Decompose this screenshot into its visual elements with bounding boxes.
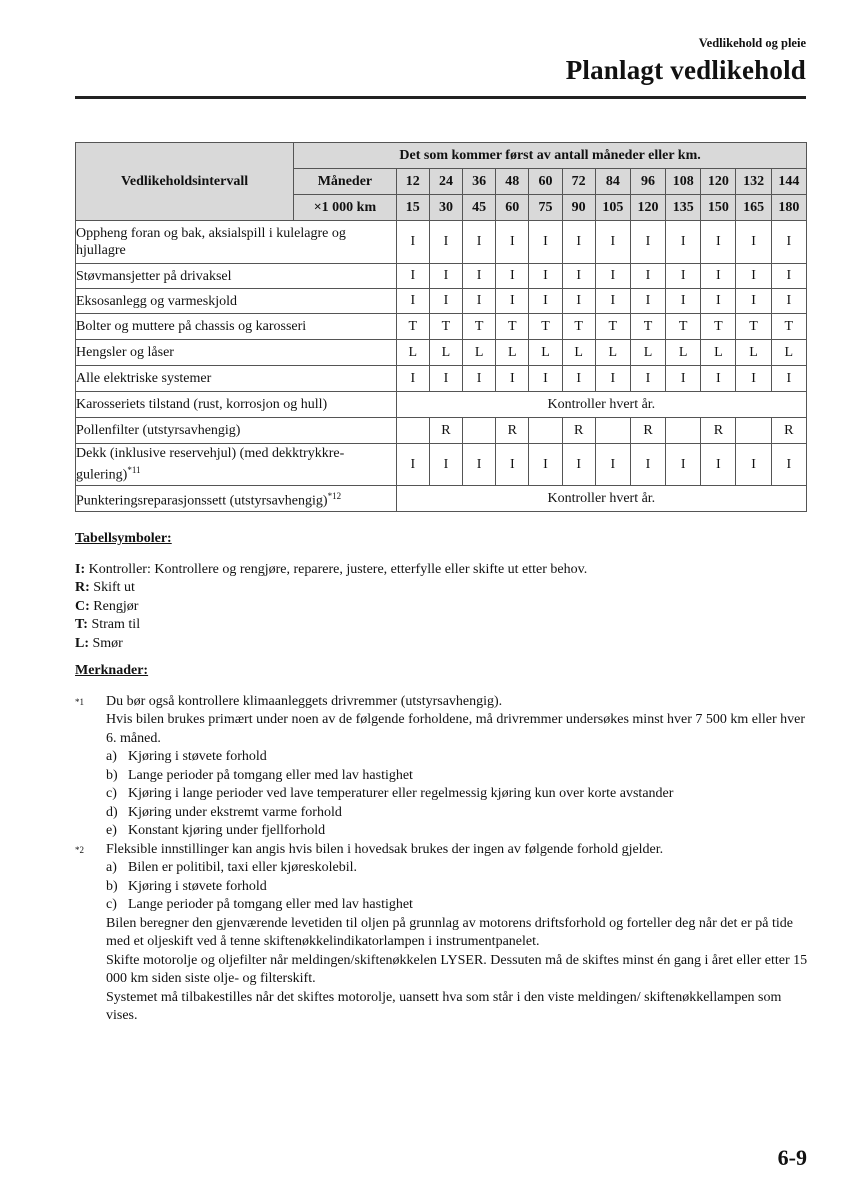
- table-cell: [595, 418, 630, 444]
- km-header: 45: [463, 195, 496, 221]
- table-cell: T: [771, 314, 806, 340]
- row-label: Hengsler og låser: [76, 340, 397, 366]
- km-header: 90: [562, 195, 595, 221]
- table-cell: I: [429, 366, 462, 392]
- table-cell: L: [562, 340, 595, 366]
- table-cell: T: [562, 314, 595, 340]
- table-cell: I: [736, 444, 771, 486]
- table-cell: I: [736, 289, 771, 314]
- symbol-item: I: Kontroller: Kontrollere og rengjøre, reparere, justere, etterfylle eller skifte ut etter behov.: [75, 561, 588, 577]
- note-2-mark: *2: [75, 844, 84, 855]
- table-cell: I: [396, 289, 429, 314]
- month-header: 36: [463, 169, 496, 195]
- table-cell: I: [496, 366, 529, 392]
- table-cell: [529, 418, 562, 444]
- table-cell: I: [496, 444, 529, 486]
- table-cell: I: [666, 366, 701, 392]
- table-row: [76, 392, 807, 418]
- table-cell: I: [701, 444, 736, 486]
- km-header: 120: [630, 195, 665, 221]
- table-row: [76, 366, 807, 392]
- table-cell: L: [736, 340, 771, 366]
- note-2-paragraph: Systemet må tilbakestilles når det skiftes motorolje, uansett hva som står i den viste meldingen/ skiftenøkkellampen som vises.: [106, 989, 782, 1023]
- km-header: 75: [529, 195, 562, 221]
- table-cell: I: [701, 289, 736, 314]
- table-cell: I: [429, 264, 462, 289]
- table-row: [76, 340, 807, 366]
- table-cell: I: [666, 264, 701, 289]
- table-cell: I: [463, 444, 496, 486]
- table-cell: I: [429, 221, 462, 264]
- table-cell: I: [496, 221, 529, 264]
- note-list-item: a) Bilen er politibil, taxi eller kjøreskolebil.: [106, 860, 358, 875]
- table-cell: I: [666, 289, 701, 314]
- km-header: 105: [595, 195, 630, 221]
- table-cell: I: [396, 444, 429, 486]
- table-cell: I: [396, 264, 429, 289]
- table-cell: T: [666, 314, 701, 340]
- note-2-paragraph: Bilen beregner den gjenværende levetiden til oljen på grunnlag av motorens driftsforhold og forteller deg når det er på tide med et oljeskift ved å tenne skiftenøkkelindikatorlampen i instrumentpanelet.: [106, 915, 793, 949]
- table-cell: I: [701, 221, 736, 264]
- table-cell: I: [529, 366, 562, 392]
- table-cell: I: [630, 221, 665, 264]
- note-1-mark: *1: [75, 696, 84, 707]
- month-header: 84: [595, 169, 630, 195]
- table-row: [76, 486, 807, 512]
- table-cell: T: [701, 314, 736, 340]
- month-header: 48: [496, 169, 529, 195]
- table-cell: I: [463, 264, 496, 289]
- table-cell: L: [396, 340, 429, 366]
- table-row: [76, 418, 807, 444]
- page-header: [566, 36, 806, 86]
- table-cell: L: [771, 340, 806, 366]
- note-1: [75, 693, 810, 841]
- table-cell: I: [771, 264, 806, 289]
- table-cell: I: [463, 221, 496, 264]
- table-cell: I: [630, 264, 665, 289]
- table-cell: I: [396, 221, 429, 264]
- month-header: 108: [666, 169, 701, 195]
- table-row: [76, 289, 807, 314]
- note-list-item: b) Kjøring i støvete forhold: [106, 878, 267, 894]
- table-cell: T: [496, 314, 529, 340]
- table-cell: T: [463, 314, 496, 340]
- table-cell: I: [595, 264, 630, 289]
- table-cell: [463, 418, 496, 444]
- table-cell: I: [529, 264, 562, 289]
- section-title: Vedlikehold og pleie: [698, 36, 806, 50]
- table-cell: I: [666, 444, 701, 486]
- table-cell: I: [429, 289, 462, 314]
- symbols-list: [75, 561, 810, 654]
- table-cell: T: [595, 314, 630, 340]
- table-cell: L: [463, 340, 496, 366]
- km-header: 180: [771, 195, 806, 221]
- km-header: 165: [736, 195, 771, 221]
- table-cell: I: [562, 221, 595, 264]
- table-cell: L: [529, 340, 562, 366]
- table-cell: I: [771, 221, 806, 264]
- symbol-item: C: Rengjør: [75, 598, 139, 614]
- km-header: 60: [496, 195, 529, 221]
- row-label: Oppheng foran og bak, aksialspill i kulelagre og hjullagre: [76, 221, 397, 264]
- table-cell: I: [701, 264, 736, 289]
- table-row: [76, 314, 807, 340]
- table-cell: T: [736, 314, 771, 340]
- footnote-ref: *12: [327, 490, 342, 501]
- table-cell: L: [595, 340, 630, 366]
- table-cell: R: [630, 418, 665, 444]
- row-label: Dekk (inklusive reservehjul) (med dekktrykkre-gulering)$^{*11}$: [76, 444, 397, 486]
- table-cell: I: [562, 289, 595, 314]
- notes-heading: Merknader:: [75, 663, 149, 678]
- table-cell: I: [701, 366, 736, 392]
- table-cell: I: [396, 366, 429, 392]
- table-cell: R: [496, 418, 529, 444]
- maintenance-table: [75, 142, 807, 512]
- table-cell: I: [736, 264, 771, 289]
- km-header: 150: [701, 195, 736, 221]
- notes-area: [75, 530, 810, 1026]
- table-cell: L: [496, 340, 529, 366]
- row-label: Bolter og muttere på chassis og karosseri: [76, 314, 397, 340]
- note-list-item: a) Kjøring i støvete forhold: [106, 749, 267, 764]
- table-cell: T: [396, 314, 429, 340]
- symbols-heading: Tabellsymboler:: [75, 531, 172, 546]
- row-label: Pollenfilter (utstyrsavhengig): [76, 418, 397, 444]
- interval-header: Vedlikeholdsintervall: [76, 143, 294, 221]
- table-cell: L: [630, 340, 665, 366]
- table-cell: R: [429, 418, 462, 444]
- note-list-item: d) Kjøring under ekstremt varme forhold: [106, 804, 342, 820]
- row-label: Karosseriets tilstand (rust, korrosjon og hull): [76, 392, 397, 418]
- note-list-item: e) Konstant kjøring under fjellforhold: [106, 823, 326, 838]
- table-cell: I: [595, 221, 630, 264]
- row-label: Punkteringsreparasjonssett (utstyrsavhengig)$^{*12}$: [76, 486, 397, 512]
- note-1-intro: Du bør også kontrollere klimaanleggets drivremmer (utstyrsavhengig).: [106, 693, 503, 709]
- header-rule: [75, 96, 806, 99]
- table-cell: I: [429, 444, 462, 486]
- table-cell: [666, 418, 701, 444]
- table-cell: R: [701, 418, 736, 444]
- page-title: Planlagt vedlikehold: [565, 55, 806, 85]
- table-cell: I: [529, 221, 562, 264]
- symbol-item: L: Smør: [75, 635, 123, 651]
- table-cell: I: [630, 366, 665, 392]
- symbol-item: T: Stram til: [75, 617, 141, 632]
- month-header: 144: [771, 169, 806, 195]
- table-cell: I: [736, 221, 771, 264]
- month-header: 60: [529, 169, 562, 195]
- table-row: [76, 264, 807, 289]
- km-label: ×1 000 km: [294, 195, 397, 221]
- table-cell: I: [562, 264, 595, 289]
- table-cell: R: [562, 418, 595, 444]
- table-cell: [736, 418, 771, 444]
- table-cell: [396, 418, 429, 444]
- table-cell: I: [771, 366, 806, 392]
- group-header: Det som kommer først av antall måneder eller km.: [294, 143, 807, 169]
- symbol-item: R: Skift ut: [75, 580, 135, 595]
- span-cell: Kontroller hvert år.: [396, 486, 806, 512]
- table-cell: I: [463, 366, 496, 392]
- table-cell: I: [771, 289, 806, 314]
- note-list-item: c) Kjøring i lange perioder ved lave temperaturer eller regelmessig kjøring kun over korte avstander: [106, 786, 674, 801]
- row-label: Alle elektriske systemer: [76, 366, 397, 392]
- note-2-intro: Fleksible innstillinger kan angis hvis bilen i hovedsak brukes der ingen av følgende forhold gjelder.: [106, 841, 664, 857]
- table-row: [76, 444, 807, 486]
- note-2-paragraph: Skifte motorolje og oljefilter når meldingen/skiftenøkkelen LYSER. Dessuten må de skiftes minst én gang i året eller etter 15 000 km siden siste olje- og filterskift.: [106, 952, 808, 986]
- table-cell: I: [562, 444, 595, 486]
- month-header: 96: [630, 169, 665, 195]
- table-cell: L: [429, 340, 462, 366]
- table-cell: I: [496, 289, 529, 314]
- note-1-text: Hvis bilen brukes primært under noen av de følgende forholdene, må drivremmer undersøkes minst hver 7 500 km eller hver 6. måned.: [106, 712, 806, 746]
- table-cell: I: [529, 289, 562, 314]
- table-cell: I: [771, 444, 806, 486]
- month-header: 24: [429, 169, 462, 195]
- months-label: Måneder: [294, 169, 397, 195]
- km-header: 135: [666, 195, 701, 221]
- table-cell: I: [595, 289, 630, 314]
- table-cell: I: [529, 444, 562, 486]
- table-cell: I: [463, 289, 496, 314]
- table-cell: T: [529, 314, 562, 340]
- table-cell: I: [562, 366, 595, 392]
- note-list-item: b) Lange perioder på tomgang eller med lav hastighet: [106, 767, 413, 783]
- table-cell: I: [595, 366, 630, 392]
- month-header: 72: [562, 169, 595, 195]
- row-label: Eksosanlegg og varmeskjold: [76, 289, 397, 314]
- span-cell: Kontroller hvert år.: [396, 392, 806, 418]
- table-cell: R: [771, 418, 806, 444]
- table-row: [76, 221, 807, 264]
- table-cell: I: [666, 221, 701, 264]
- month-header: 12: [396, 169, 429, 195]
- table-cell: I: [595, 444, 630, 486]
- table-cell: L: [666, 340, 701, 366]
- km-header: 30: [429, 195, 462, 221]
- note-2: [75, 841, 810, 1026]
- table-cell: I: [630, 289, 665, 314]
- table-cell: T: [630, 314, 665, 340]
- note-list-item: c) Lange perioder på tomgang eller med lav hastighet: [106, 897, 413, 912]
- table-cell: I: [496, 264, 529, 289]
- table-cell: I: [630, 444, 665, 486]
- km-header: 15: [396, 195, 429, 221]
- row-label: Støvmansjetter på drivaksel: [76, 264, 397, 289]
- table-cell: T: [429, 314, 462, 340]
- table-cell: I: [736, 366, 771, 392]
- footnote-ref: *11: [127, 465, 141, 476]
- table-cell: L: [701, 340, 736, 366]
- month-header: 120: [701, 169, 736, 195]
- page-number: 6-9: [777, 1145, 807, 1170]
- month-header: 132: [736, 169, 771, 195]
